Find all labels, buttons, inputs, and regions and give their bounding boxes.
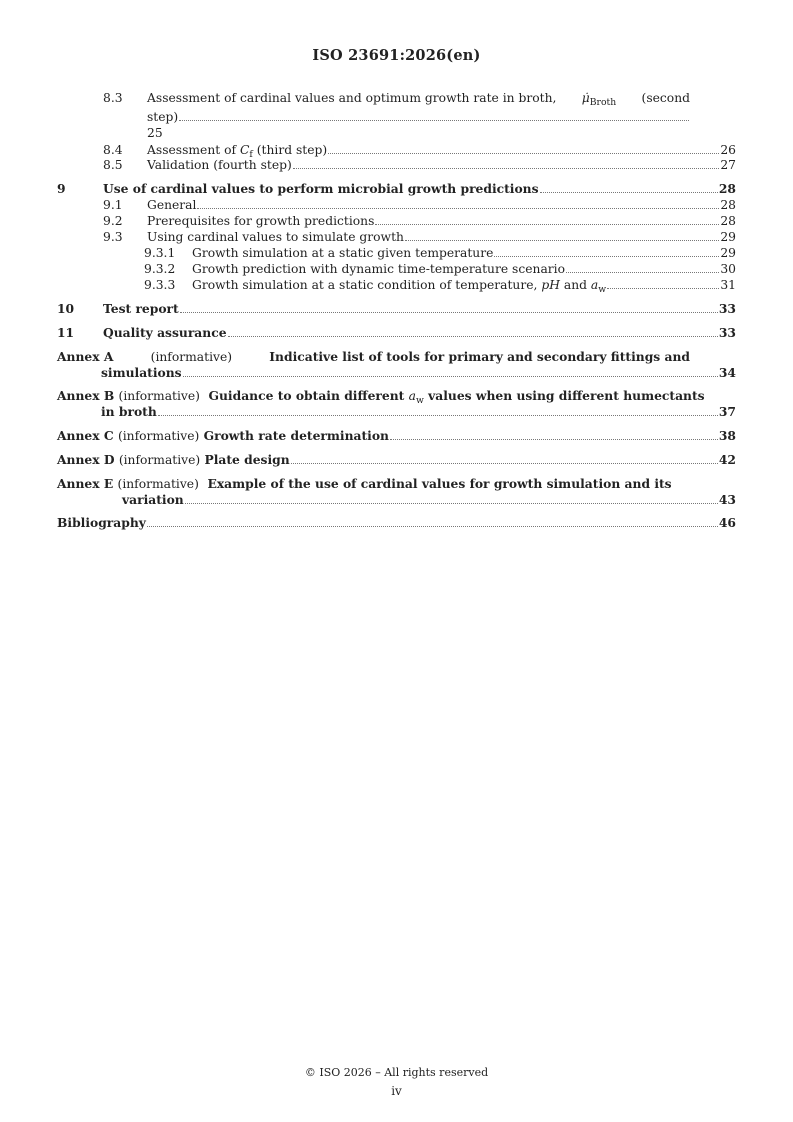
toc-page: 42 (718, 452, 736, 467)
copyright-footer: © ISO 2026 – All rights reserved (304, 1066, 489, 1079)
toc-title: Growth simulation at a static condition of temperature, pH and $a_w$ (192, 278, 607, 295)
toc-title: simulations (101, 365, 182, 380)
toc-line (101, 365, 736, 381)
dot-leader (183, 366, 718, 377)
toc-line (101, 404, 736, 420)
toc-title: Growth simulation at a static given temperature (192, 246, 494, 260)
toc-line (57, 515, 736, 531)
toc-title-line: Annex B (informative) Guidance to obtain different $a_w$ values when using different humectants (57, 388, 705, 406)
toc-line (192, 277, 736, 293)
toc-entry-annex-e-cont[interactable] (0, 492, 793, 508)
toc-title: General (147, 198, 197, 212)
mu-symbol: $\mu̇_{Broth}$ (581, 91, 617, 108)
dot-leader (405, 230, 719, 241)
toc-line (192, 261, 736, 277)
toc-number: 9 (57, 181, 66, 196)
toc-title: Assessment of $C_f$ (third step) (147, 143, 328, 160)
dot-leader (185, 493, 718, 504)
dot-leader (540, 182, 718, 193)
toc-title: Annex C (informative) Growth rate determination (57, 428, 389, 443)
toc-page: 25 (147, 126, 163, 140)
toc-entry-annex-a-cont[interactable] (0, 365, 793, 381)
dot-leader (375, 214, 719, 225)
toc-number: 9.3.2 (144, 262, 176, 276)
toc-number: 10 (57, 301, 75, 316)
toc-line (147, 157, 736, 173)
toc-entry-9-3-3[interactable] (0, 277, 793, 293)
toc-title-cont: (second (641, 91, 690, 105)
toc-entry-8-3[interactable] (0, 90, 793, 106)
toc-entry-8-5[interactable] (0, 157, 793, 173)
dot-leader (147, 516, 718, 527)
toc-page: 28 (720, 198, 736, 212)
toc-title: Test report (103, 301, 179, 316)
dot-leader (228, 326, 718, 337)
toc-number: 11 (57, 325, 75, 340)
toc-page: 37 (718, 404, 736, 419)
toc-number: 8.5 (103, 158, 123, 172)
toc-line (147, 229, 736, 245)
dot-leader (494, 246, 719, 257)
toc-title: variation (122, 492, 184, 507)
toc-title-line: Annex A (informative) Indicative list of tools for primary and secondary fittings and (57, 349, 690, 364)
toc-entry-11[interactable] (0, 325, 793, 341)
dot-leader (607, 278, 719, 289)
toc-line (147, 142, 736, 158)
toc-line (57, 428, 736, 444)
toc-entry-10[interactable] (0, 301, 793, 317)
toc-title: Using cardinal values to simulate growth (147, 230, 404, 244)
toc-page: 46 (718, 515, 736, 530)
toc-line: step) (147, 109, 690, 125)
dot-leader (566, 262, 719, 273)
toc-page: 33 (718, 301, 736, 316)
toc-line (57, 452, 736, 468)
toc-number: 9.2 (103, 214, 123, 228)
toc-page: 30 (720, 262, 736, 276)
toc-page: 43 (718, 492, 736, 507)
toc-page: 31 (720, 278, 736, 292)
dot-leader (328, 143, 719, 154)
toc-entry-annex-b-cont[interactable] (0, 404, 793, 420)
page-number: iv (391, 1084, 402, 1098)
dot-leader (291, 453, 718, 464)
toc-page: 29 (720, 230, 736, 244)
toc-line (192, 245, 736, 261)
toc-entry-annex-e[interactable] (0, 476, 793, 492)
toc-entry-bibliography[interactable] (0, 515, 793, 531)
toc-title: Use of cardinal values to perform microbial growth predictions (103, 181, 539, 196)
toc-number: 8.4 (103, 143, 123, 157)
toc-number: 9.1 (103, 198, 123, 212)
toc-number: 8.3 (103, 91, 123, 105)
toc-title-line (147, 90, 690, 106)
toc-entry-9[interactable] (0, 181, 793, 197)
toc-title: Growth prediction with dynamic time-temperature scenario (192, 262, 565, 276)
toc-entry-annex-b[interactable] (0, 388, 793, 404)
toc-page: 38 (718, 428, 736, 443)
toc-number: 9.3.3 (144, 278, 176, 292)
dot-leader (293, 158, 720, 169)
toc-entry-9-3-1[interactable] (0, 245, 793, 261)
toc-page: 29 (720, 246, 736, 260)
toc-page: 26 (720, 143, 736, 157)
toc-entry-annex-c[interactable] (0, 428, 793, 444)
dot-leader (158, 405, 718, 416)
dot-leader (390, 429, 718, 440)
toc-title: in broth (101, 404, 157, 419)
toc-entry-annex-a[interactable] (0, 349, 793, 365)
toc-entry-8-3-cont[interactable] (0, 109, 793, 125)
dot-leader (179, 110, 689, 121)
dot-leader (180, 302, 718, 313)
toc-page: 28 (718, 181, 736, 196)
toc-page: 27 (720, 158, 736, 172)
toc-number: 9.3 (103, 230, 123, 244)
toc-title: Quality assurance (103, 325, 227, 340)
toc-entry-8-4[interactable] (0, 142, 793, 158)
toc-page: 34 (718, 365, 736, 380)
toc-line (103, 181, 736, 197)
toc-entry-9-3-2[interactable] (0, 261, 793, 277)
toc-page: 28 (720, 214, 736, 228)
toc-number: 9.3.1 (144, 246, 176, 260)
document-header: ISO 23691:2026(en) (312, 47, 481, 64)
toc-entry-9-2[interactable] (0, 213, 793, 229)
toc-entry-annex-d[interactable] (0, 452, 793, 468)
toc-line (122, 492, 736, 508)
toc-line (103, 301, 736, 317)
toc-title-line: Annex E (informative) Example of the use of cardinal values for growth simulation and its (57, 476, 672, 491)
toc-line (103, 325, 736, 341)
toc-page: 33 (718, 325, 736, 340)
toc-entry-9-1[interactable] (0, 197, 793, 213)
toc-entry-8-3-page (0, 125, 793, 141)
dot-leader (197, 198, 719, 209)
toc-line (147, 197, 736, 213)
toc-line (147, 213, 736, 229)
toc-title: Validation (fourth step) (147, 158, 292, 172)
toc-title: Assessment of cardinal values and optimum growth rate in broth, (147, 91, 557, 105)
toc-title: Bibliography (57, 515, 146, 530)
toc-title: Annex D (informative) Plate design (57, 452, 290, 467)
toc-entry-9-3[interactable] (0, 229, 793, 245)
toc-title: Prerequisites for growth predictions (147, 214, 375, 228)
